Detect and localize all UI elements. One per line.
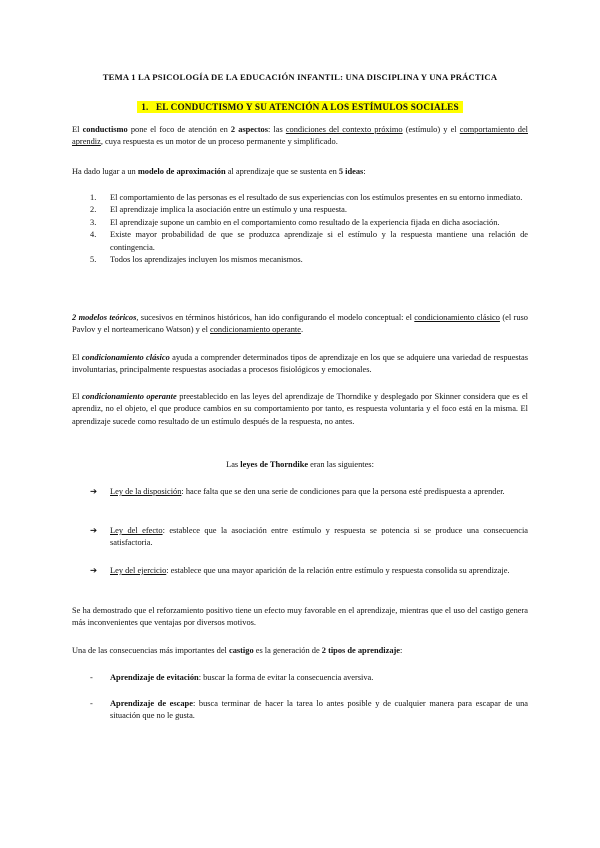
dash-bullet: - <box>90 673 93 682</box>
paragraph-modelos-teoricos: 2 modelos teóricos, sucesivos en términos históricos, han ido configurando el modelo conceptual: el condicionamiento clásico (el ruso Pavlov y el norteamericano Watson) y el condicionamiento operante. <box>72 313 528 335</box>
arrow-icon: ➔ <box>90 526 98 535</box>
law-item: ➔ Ley del efecto: establece que la asociación entre estímulo y respuesta se potencia si se produce una consecuencia satisfactoria. <box>90 526 528 548</box>
law-item: ➔ Ley del ejercicio: establece que una mayor aparición de la relación entre estímulo y respuesta consolida su aprendizaje. <box>72 565 528 577</box>
paragraph-reforzamiento: Se ha demostrado que el reforzamiento positivo tiene un efecto muy favorable en el aprendizaje, mientras que el uso del castigo genera más inconvenientes que ventajas por diversos motivos. <box>72 606 528 628</box>
section-label: EL CONDUCTISMO Y SU ATENCIÓN A LOS ESTÍMULOS SOCIALES <box>155 102 459 112</box>
section-heading-wrap <box>0 97 600 115</box>
paragraph-castigo: Una de las consecuencias más importantes del castigo es la generación de 2 tipos de aprendizaje: <box>72 646 403 655</box>
paragraph-condicionamiento-operante: El condicionamiento operante preestablecido en las leyes del aprendizaje de Thorndike y desplegado por Skinner considera que es el aprendiz, no el objeto, el que produce cambios en su comportamiento por tanto, es respuesta voluntaria y el foco está en la misma. El aprendizaje sucede como resultado de un estímulo después de la respuesta, no antes. <box>72 392 529 426</box>
paragraph-condicionamiento-clasico: El condicionamiento clásico ayuda a comprender determinados tipos de aprendizaje en los que se adquiere una variedad de respuestas involuntarias, principalmente respuestas asociadas a procesos fisiológicos y emocionales. <box>72 353 528 375</box>
learning-type-item: - Aprendizaje de escape: busca terminar de hacer la tarea lo antes posible y de cualquier manera para escapar de una situación que no le gusta. <box>90 699 528 721</box>
arrow-icon: ➔ <box>90 487 98 496</box>
ideas-list <box>72 192 528 266</box>
list-item: 2. El aprendizaje implica la asociación entre un estímulo y una respuesta. <box>90 205 347 215</box>
dash-bullet: - <box>90 699 93 708</box>
law-item: ➔ Ley de la disposición: hace falta que se den una serie de condiciones para que la persona esté predispuesta a aprender. <box>72 486 528 498</box>
list-item: 3. El aprendizaje supone un cambio en el comportamiento como resultado de la experiencia fijada en dicha asociación. <box>90 217 500 227</box>
list-item: 4. Existe mayor probabilidad de que se produzca aprendizaje si el estímulo y la respuesta mantiene una relación de contingencia. <box>90 230 528 252</box>
section-number: 1. <box>141 102 149 112</box>
arrow-icon: ➔ <box>90 566 98 575</box>
learning-type-item: - Aprendizaje de evitación: buscar la forma de evitar la consecuencia aversiva. <box>72 672 528 684</box>
list-item: 5. Todos los aprendizajes incluyen los mismos mecanismos. <box>90 255 303 265</box>
section-heading <box>137 101 463 113</box>
paragraph-conductismo: El conductismo pone el foco de atención en 2 aspectos: las condiciones del contexto próximo (estímulo) y el comportamiento del aprendiz, cuya respuesta es un motor de un proceso permanente y simplificado. <box>72 125 528 147</box>
laws-heading: Las leyes de Thorndike eran las siguientes: <box>226 460 374 469</box>
document-title: TEMA 1 LA PSICOLOGÍA DE LA EDUCACIÓN INFANTIL: UNA DISCIPLINA Y UNA PRÁCTICA <box>102 72 498 82</box>
paragraph-modelo: Ha dado lugar a un modelo de aproximación al aprendizaje que se sustenta en 5 ideas: <box>72 167 366 176</box>
list-item: 1. El comportamiento de las personas es el resultado de sus experiencias con los estímulos presentes en su entorno inmediato. <box>90 193 523 202</box>
